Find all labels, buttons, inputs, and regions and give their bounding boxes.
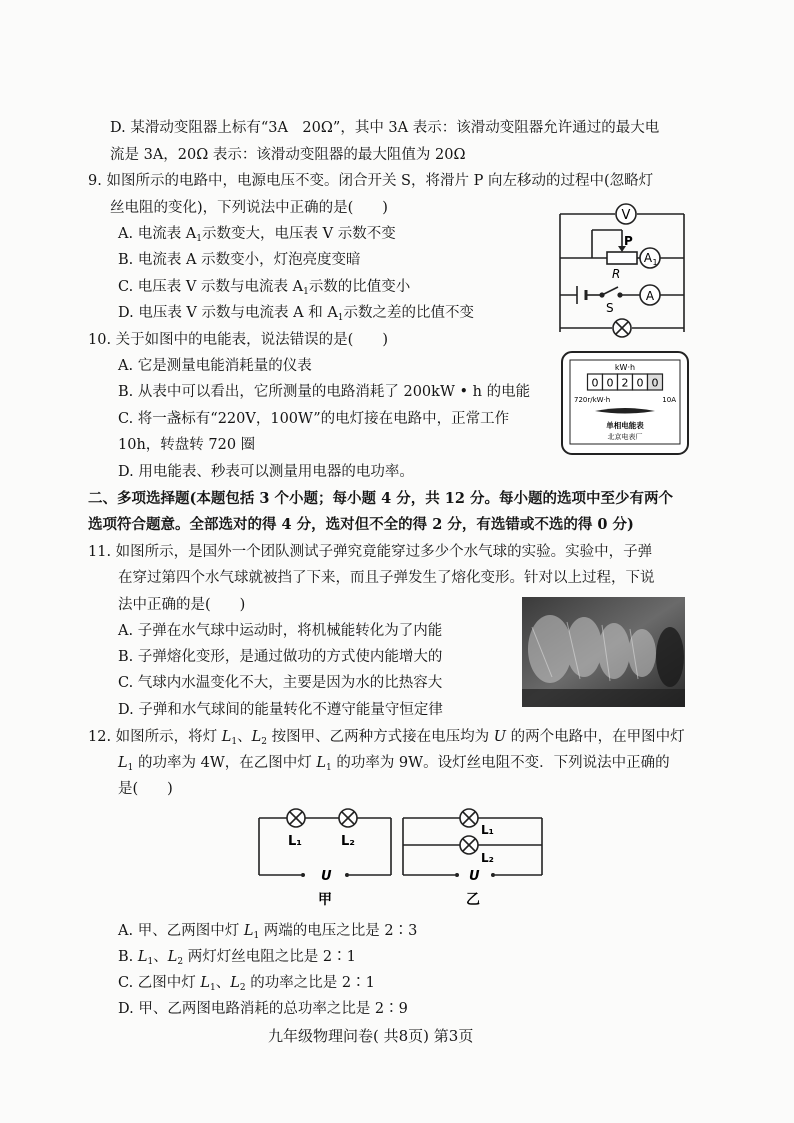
q9-ammeter-a-icon — [640, 285, 660, 305]
meter-digit: 2 — [621, 376, 629, 390]
q12-right-lamp1-icon — [460, 809, 478, 827]
q9-option-b: B. 电流表 A 示数变小，灯泡亮度变暗 — [118, 252, 361, 268]
q9-circuit-diagram — [552, 200, 692, 340]
svg-text:乙: 乙 — [466, 892, 480, 908]
q10-option-d: D. 用电能表、秒表可以测量用电器的电功率。 — [118, 464, 414, 480]
q11-option-d: D. 子弹和水气球间的能量转化不遵守能量守恒定律 — [118, 702, 443, 718]
svg-text:甲: 甲 — [318, 892, 332, 908]
q11-stem-line1: 11. 如图所示，是国外一个团队测试子弹究竟能穿过多少个水气球的实验。实验中，子弹 — [88, 544, 653, 560]
meter-digit: 0 — [591, 376, 599, 390]
q11-stem-line3: 法中正确的是( ) — [118, 597, 246, 613]
svg-text:L₁: L₁ — [481, 823, 494, 837]
svg-text:1: 1 — [652, 258, 658, 267]
q9-switch-icon — [600, 287, 622, 297]
q12-option-c: C. 乙图中灯 $L_1$、$L_2$ 的功率之比是 2∶1 — [118, 975, 375, 993]
q12-left-lamp1-icon — [287, 809, 305, 827]
svg-text:U: U — [469, 869, 480, 884]
q8-option-d-line2: 流是 3A，20Ω 表示：该滑动变阻器的最大阻值为 20Ω — [110, 147, 466, 163]
page-footer: 九年级物理问卷( 共8页) 第3页 — [268, 1027, 474, 1045]
meter-digit: 0 — [651, 376, 659, 390]
q12-stem-line2: $L_1$ 的功率为 4W，在乙图中灯 $L_1$ 的功率为 9W。设灯丝电阻不变．下列说法中正确的 — [118, 755, 670, 773]
q10-option-b: B. 从表中可以看出，它所测量的电路消耗了 200kW • h 的电能 — [118, 384, 531, 400]
q11-option-a: A. 子弹在水气球中运动时，将机械能转化为了内能 — [118, 623, 443, 639]
q9-stem-line1: 9. 如图所示的电路中，电源电压不变。闭合开关 S，将滑片 P 向左移动的过程中(忽略灯 — [88, 173, 654, 189]
q11-bullet-photo — [522, 597, 685, 707]
svg-text:R: R — [612, 267, 621, 281]
q12-stem-line3: 是( ) — [118, 781, 173, 797]
q9-option-d: D. 电压表 V 示数与电流表 A 和 $A_1$示数之差的比值不变 — [118, 305, 475, 323]
svg-text:P: P — [624, 234, 633, 248]
meter-rating-left: 720r/kW·h — [574, 396, 611, 404]
q9-rheostat — [607, 252, 637, 264]
q11-option-c: C. 气球内水温变化不大，主要是因为水的比热容大 — [118, 675, 443, 691]
q12-option-a: A. 甲、乙两图中灯 $L_1$ 两端的电压之比是 2∶3 — [118, 923, 418, 941]
svg-text:A: A — [645, 289, 655, 303]
q12-left-lamp2-icon — [339, 809, 357, 827]
q9-battery-icon — [577, 286, 586, 304]
q11-stem-line2: 在穿过第四个水气球就被挡了下来，而且子弹发生了熔化变形。针对以上过程，下说 — [118, 570, 655, 586]
q9-stem-line2: 丝电阻的变化)，下列说法中正确的是( ) — [110, 200, 388, 216]
q12-stem-line1: 12. 如图所示，将灯 $L_1$、$L_2$ 按图甲、乙两种方式接在电压均为 U 的两个电路中，在甲图中灯 — [88, 729, 685, 747]
q11-option-b: B. 子弹熔化变形，是通过做功的方式使内能增大的 — [118, 649, 443, 665]
q9-option-c: C. 电压表 V 示数与电流表 $A_1$示数的比值变小 — [118, 279, 411, 297]
meter-digit: 0 — [606, 376, 614, 390]
meter-digits — [588, 374, 663, 390]
q9-lamp-icon — [613, 319, 631, 337]
meter-unit: kW·h — [614, 363, 636, 372]
svg-text:A: A — [643, 251, 653, 265]
section2-heading-line1: 二、多项选择题(本题包括 3 个小题；每小题 4 分，共 12 分。每小题的选项中至少有两个 — [88, 490, 674, 507]
q9-ammeter-a1-icon — [640, 248, 660, 268]
q8-option-d-line1: D. 某滑动变阻器上标有“3A 20Ω”，其中 3A 表示：该滑动变阻器允许通过的最大电 — [110, 120, 660, 136]
q10-option-c-line2: 10h，转盘转 720 圈 — [118, 437, 256, 453]
section2-heading-line2: 选项符合题意。全部选对的得 4 分，选对但不全的得 2 分，有选错或不选的得 0 分) — [88, 516, 634, 533]
q10-option-c-line1: C. 将一盏标有“220V，100W”的电灯接在电路中，正常工作 — [118, 411, 510, 427]
q10-option-a: A. 它是测量电能消耗量的仪表 — [118, 358, 312, 374]
q10-electricity-meter — [560, 350, 690, 456]
meter-rating-right: 10A — [662, 396, 676, 404]
svg-text:L₂: L₂ — [481, 851, 494, 865]
svg-text:V: V — [621, 208, 631, 223]
q12-circuits-diagram — [255, 800, 555, 912]
q9-option-a: A. 电流表 $A_1$示数变大，电压表 V 示数不变 — [118, 226, 396, 244]
q10-stem: 10. 关于如图中的电能表，说法错误的是( ) — [88, 332, 388, 348]
q12-option-d: D. 甲、乙两图电路消耗的总功率之比是 2∶9 — [118, 1001, 408, 1017]
svg-text:L₁: L₁ — [288, 834, 302, 849]
svg-text:U: U — [321, 869, 332, 884]
meter-digit: 0 — [636, 376, 644, 390]
svg-text:L₂: L₂ — [341, 834, 355, 849]
meter-maker: 北京电表厂 — [607, 433, 643, 441]
q12-option-b: B. $L_1$、$L_2$ 两灯灯丝电阻之比是 2∶1 — [118, 949, 356, 967]
q9-voltmeter-icon — [616, 204, 636, 224]
meter-name: 单相电能表 — [606, 421, 644, 430]
svg-text:S: S — [606, 301, 614, 315]
q12-right-lamp2-icon — [460, 836, 478, 854]
